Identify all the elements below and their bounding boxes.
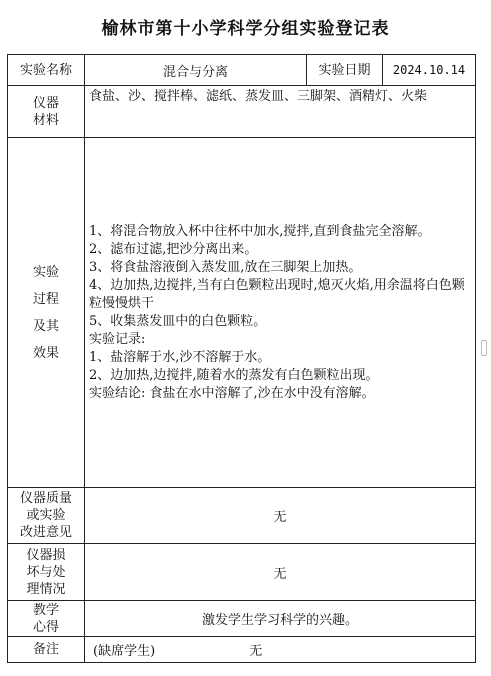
remarks-row [8,637,476,663]
damage-label [8,544,85,601]
materials-label [8,86,85,138]
reflection-label-line: 心得 [32,619,59,635]
remarks-content [85,637,476,663]
absent-students-label: (缺席学生) [93,644,156,659]
process-label-line: 及其 [32,318,59,334]
damage-label-line: 坏与处 [26,564,66,580]
materials-row [8,86,476,138]
process-label-line: 实验 [32,264,59,280]
process-line: 5、收集蒸发皿中的白色颗粒。 [89,313,267,329]
quality-value: 无 [85,488,476,544]
process-row [8,138,476,488]
experiment-date-value: 2024.10.14 [383,55,476,86]
scrollbar-handle[interactable] [481,340,487,356]
quality-row [8,488,476,544]
remarks-label: 备注 [8,637,85,663]
reflection-row [8,601,476,637]
experiment-name-row [8,55,476,86]
experiment-record-table [7,54,476,663]
materials-value: 食盐、沙、搅拌棒、滤纸、蒸发皿、三脚架、酒精灯、火柴 [85,86,476,138]
process-line: 3、将食盐溶液倒入蒸发皿,放在三脚架上加热。 [89,259,362,275]
damage-label-line: 理情况 [26,581,66,597]
reflection-label-line: 教学 [32,602,59,618]
process-label-line: 过程 [32,291,59,307]
reflection-label [8,601,85,637]
process-line: 1、将混合物放入杯中往杯中加水,搅拌,直到食盐完全溶解。 [89,223,431,239]
materials-label-line: 仪器 [32,95,59,111]
damage-value: 无 [85,544,476,601]
quality-label-line: 或实验 [26,508,66,523]
process-line: 2、边加热,边搅拌,随着水的蒸发有白色颗粒出现。 [89,367,379,383]
process-label-line: 效果 [32,345,59,361]
reflection-value: 激发学生学习科学的兴趣。 [85,601,476,637]
damage-row [8,544,476,601]
form-title: 榆林市第十小学科学分组实验登记表 [101,19,390,39]
experiment-name-value: 混合与分离 [85,55,307,86]
materials-label-line: 材料 [32,112,59,128]
process-line: 4、边加热,边搅拌,当有白色颗粒出现时,熄灭火焰,用余温将白色颗粒慢慢烘干 [89,277,465,311]
experiment-date-label: 实验日期 [307,55,383,86]
process-line: 2、滤布过滤,把沙分离出来。 [89,241,258,257]
process-line: 实验结论: 食盐在水中溶解了,沙在水中没有溶解。 [89,385,375,401]
damage-label-line: 仪器损 [26,547,66,563]
process-line: 实验记录: [89,331,146,347]
process-content [85,138,476,488]
quality-label-line: 仪器质量 [19,491,72,506]
quality-label-line: 改进意见 [19,525,72,540]
quality-label [8,488,85,544]
process-line: 1、盐溶解于水,沙不溶解于水。 [89,349,271,365]
process-label [8,138,85,488]
experiment-name-label: 实验名称 [8,55,85,86]
remarks-value: 无 [249,644,263,659]
